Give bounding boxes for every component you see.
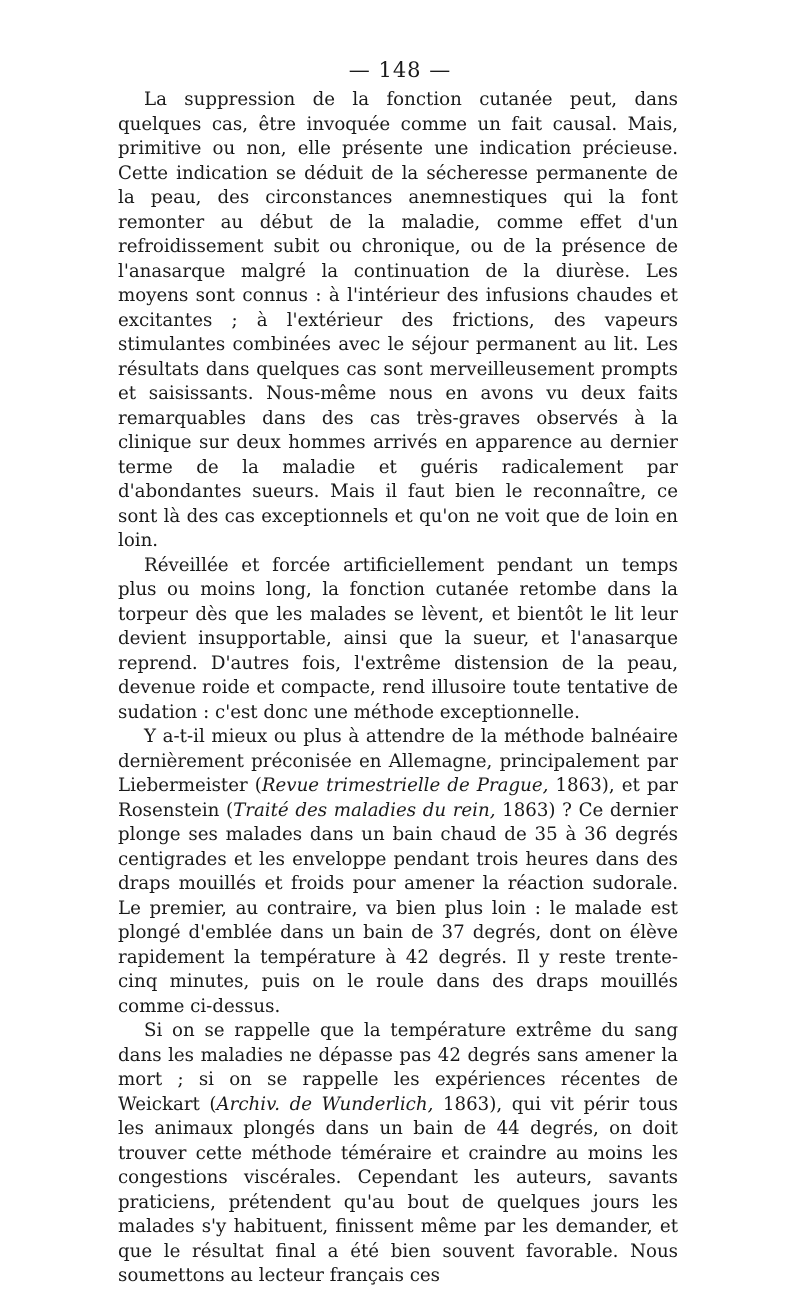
citation-archiv-wunderlich: Archiv. de Wunderlich, (216, 1093, 434, 1115)
page-number: — 148 — (348, 58, 452, 82)
paragraph-2: Réveillée et forcée artificiellement pendant un temps plus ou moins long, la fonction cutanée retombe dans la torpeur dès que les malades se lèvent, et bientôt le lit leur devient insupportable, ainsi que la sueur, et l'anasarque reprend. D'autres fois, l'extrême distension de la peau, devenue roide et compacte, rend illusoire toute tentative de sudation : c'est donc une méthode exceptionnelle. (118, 554, 678, 723)
paragraph-3 (118, 725, 678, 1019)
paragraph-3-text: 1863) ? Ce dernier plonge ses malades dans un bain chaud de 35 à 36 degrés centigrades et les enveloppe pendant trois heures dans des draps mouillés et froids pour amener la réaction sudorale. Le premier, au contraire, va bien plus loin : le malade est plongé d'emblée dans un bain de 37 degrés, dont on élève rapidement la température à 42 degrés. Il y reste trente-cinq minutes, puis on le roule dans des draps mouillés comme ci-dessus. (118, 799, 678, 1017)
paragraph-3-text: Y a-t-il mieux ou plus à attendre de la méthode balnéaire dernièrement préconisée en Allemagne, principalement par Liebermeister ( (118, 726, 678, 796)
body-text (118, 88, 678, 1289)
paragraph-1: La suppression de la fonction cutanée peut, dans quelques cas, être invoquée comme un fait causal. Mais, primitive ou non, elle présente une indication précieuse. Cette indication se déduit de la sécheresse permanente de la peau, des circonstances anemnestiques qui la font remonter au début de la maladie, comme effet d'un refroidissement subit ou chronique, ou de la présence de l'anasarque malgré la continuation de la diurèse. Les moyens sont connus : à l'intérieur des infusions chaudes et excitantes ; à l'extérieur des frictions, des vapeurs stimulantes combinées avec le séjour permanent au lit. Les résultats dans quelques cas sont merveilleusement prompts et saisissants. Nous-même nous en avons vu deux faits remarquables dans des cas très-graves observés à la clinique sur deux hommes arrivés en apparence au dernier terme de la maladie et guéris radicalement par d'abondantes sueurs. Mais il faut bien le reconnaître, ce sont là des cas exceptionnels et qu'on ne voit que de loin en loin. (118, 89, 678, 551)
paragraph-3-text: 1863), et par Rosenstein ( (118, 775, 679, 821)
paragraph-4-text: 1863), qui vit périr tous les animaux plongés dans un bain de 44 degrés, on doit trouver cette méthode téméraire et craindre au moins les congestions viscérales. Cependant les auteurs, savants praticiens, prétendent qu'au bout de quelques jours les malades s'y habituent, finissent même par les demander, et que le résultat final a été bien souvent favorable. Nous soumettons au lecteur français ces (118, 1093, 678, 1286)
paragraph-4-text: Si on se rappelle que la température extrême du sang dans les maladies ne dépasse pas 42 degrés sans amener la mort ; si on se rappelle les expériences récentes de Weickart ( (118, 1020, 678, 1115)
paragraph-4 (118, 1019, 678, 1289)
citation-traite-maladies-rein: Traité des maladies du rein, (233, 799, 496, 821)
citation-revue-trimestrielle: Revue trimestrielle de Prague, (261, 775, 549, 796)
